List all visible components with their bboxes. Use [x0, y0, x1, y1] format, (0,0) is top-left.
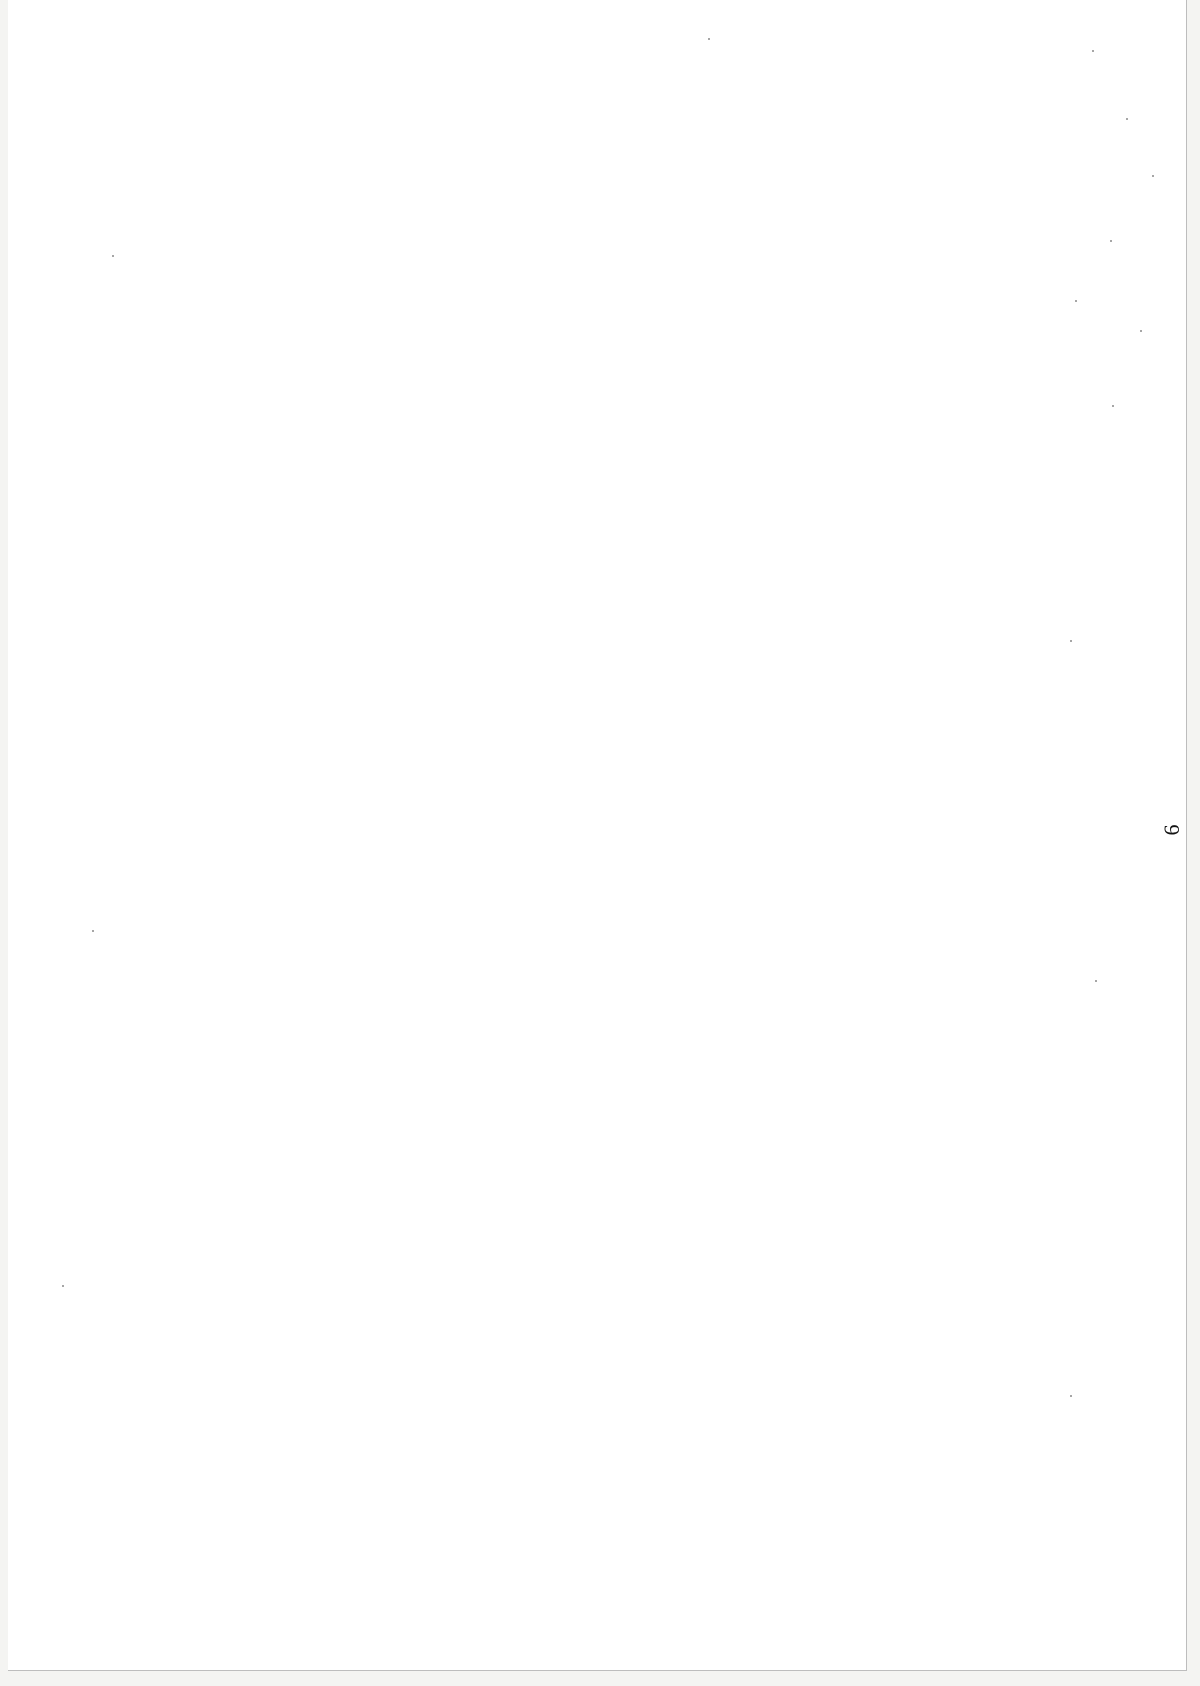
- page-number: 6: [1159, 824, 1184, 836]
- scanned-page: [8, 0, 1187, 1671]
- scan-speck: [112, 255, 114, 257]
- scan-speck: [92, 930, 94, 932]
- scan-speck: [1092, 50, 1094, 52]
- scan-speck: [62, 1285, 64, 1287]
- scan-speck: [708, 38, 710, 40]
- rotated-page-content: [1055, 80, 1200, 1580]
